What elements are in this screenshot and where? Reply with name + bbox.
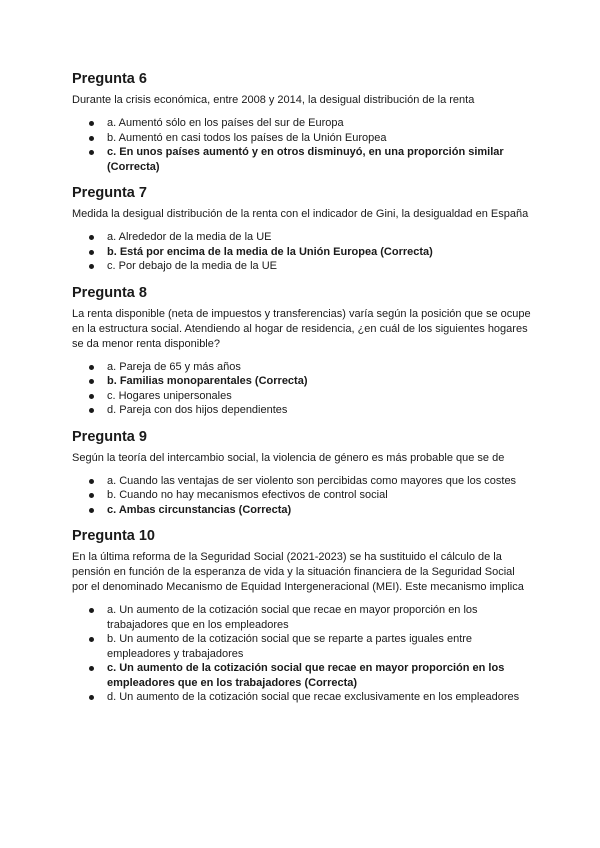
answer-option-text: c. Ambas circunstancias (Correcta): [107, 503, 292, 516]
question-stem: Durante la crisis económica, entre 2008 y 2014, la desigual distribución de la renta: [72, 94, 475, 106]
bullet-icon: [89, 235, 94, 240]
answer-option-text: b. Está por encima de la media de la Unión Europea (Correcta): [107, 245, 433, 258]
question-stem: La renta disponible (neta de impuestos y transferencias) varía según la posición que se ocupe en la estructura social. Atendiendo al hogar de residencia, ¿en cuál de los siguientes hogares se da menor renta disponible?: [72, 307, 531, 350]
answer-options: [72, 360, 532, 418]
bullet-icon: [89, 666, 94, 671]
answer-option-correct: [89, 503, 532, 518]
question-block: [72, 527, 532, 705]
answer-option-text: b. Un aumento de la cotización social que se reparte a partes iguales entre empleadores y trabajadores: [107, 633, 473, 660]
question-stem: Según la teoría del intercambio social, la violencia de género es más probable que se de: [72, 451, 505, 464]
question-block: [72, 70, 532, 174]
answer-option: [89, 360, 532, 375]
answer-options: [72, 474, 532, 518]
answer-option: [89, 474, 532, 489]
question-title: Pregunta 8: [72, 284, 147, 301]
answer-option-text: d. Un aumento de la cotización social que recae exclusivamente en los empleadores: [107, 691, 520, 703]
bullet-icon: [89, 608, 94, 613]
answer-option-correct: [89, 374, 532, 389]
questions-list: [72, 70, 532, 715]
bullet-icon: [89, 136, 94, 141]
answer-option-text: c. Un aumento de la cotización social que recae en mayor proporción en los empleadores que en los trabajadores (Correcta): [107, 662, 505, 689]
answer-options: [72, 116, 532, 174]
bullet-icon: [89, 508, 94, 513]
answer-option-correct: [89, 245, 532, 260]
answer-option: [89, 488, 532, 503]
answer-option-text: a. Pareja de 65 y más años: [107, 360, 241, 373]
answer-option: [89, 403, 532, 418]
answer-option: [89, 632, 532, 661]
answer-option-text: a. Cuando las ventajas de ser violento son percibidas como mayores que los costes: [107, 474, 517, 487]
bullet-icon: [89, 264, 94, 269]
bullet-icon: [89, 121, 94, 126]
answer-option: [89, 131, 532, 146]
answer-option: [89, 230, 532, 245]
question-title: Pregunta 7: [72, 185, 147, 201]
answer-option: [89, 389, 532, 404]
answer-option-correct: [89, 661, 532, 690]
answer-option-text: a. Aumentó sólo en los países del sur de Europa: [107, 117, 344, 129]
answer-option-text: b. Familias monoparentales (Correcta): [107, 375, 308, 387]
question-block: [72, 428, 532, 518]
answer-option-text: a. Alrededor de la media de la UE: [107, 231, 272, 243]
question-title: Pregunta 9: [72, 428, 147, 445]
question-block: [72, 284, 532, 418]
answer-option-text: b. Aumentó en casi todos los países de la Unión Europea: [107, 131, 387, 144]
question-stem: En la última reforma de la Seguridad Social (2021-2023) se ha sustituido el cálculo de la pensión en función de la esperanza de vida y la situación financiera de la Seguridad Social por el denominado Mecanismo de Equidad Intergeneracional (MEI). Este mecanismo implica: [72, 551, 524, 593]
answer-option-text: d. Pareja con dos hijos dependientes: [107, 404, 288, 416]
answer-option-text: a. Un aumento de la cotización social que recae en mayor proporción en los trabajadores que en los empleadores: [107, 604, 478, 631]
bullet-icon: [89, 394, 94, 399]
bullet-icon: [89, 493, 94, 498]
answer-option-text: c. Por debajo de la media de la UE: [107, 260, 277, 272]
question-title: Pregunta 10: [72, 528, 155, 544]
bullet-icon: [89, 637, 94, 642]
bullet-icon: [89, 479, 94, 484]
bullet-icon: [89, 150, 94, 155]
answer-option-text: c. En unos países aumentó y en otros disminuyó, en una proporción similar (Correcta): [107, 146, 504, 173]
question-stem: Medida la desigual distribución de la renta con el indicador de Gini, la desigualdad en España: [72, 208, 529, 220]
answer-option-text: b. Cuando no hay mecanismos efectivos de control social: [107, 489, 388, 501]
answer-options: [72, 230, 532, 274]
bullet-icon: [89, 379, 94, 384]
answer-options: [72, 603, 532, 705]
question-block: [72, 184, 532, 274]
question-title: Pregunta 6: [72, 71, 147, 87]
answer-option-correct: [89, 145, 532, 174]
answer-option: [89, 259, 532, 274]
bullet-icon: [89, 365, 94, 370]
bullet-icon: [89, 695, 94, 700]
bullet-icon: [89, 408, 94, 413]
answer-option: [89, 690, 532, 705]
answer-option: [89, 116, 532, 131]
bullet-icon: [89, 250, 94, 255]
answer-option: [89, 603, 532, 632]
answer-option-text: c. Hogares unipersonales: [107, 389, 232, 402]
